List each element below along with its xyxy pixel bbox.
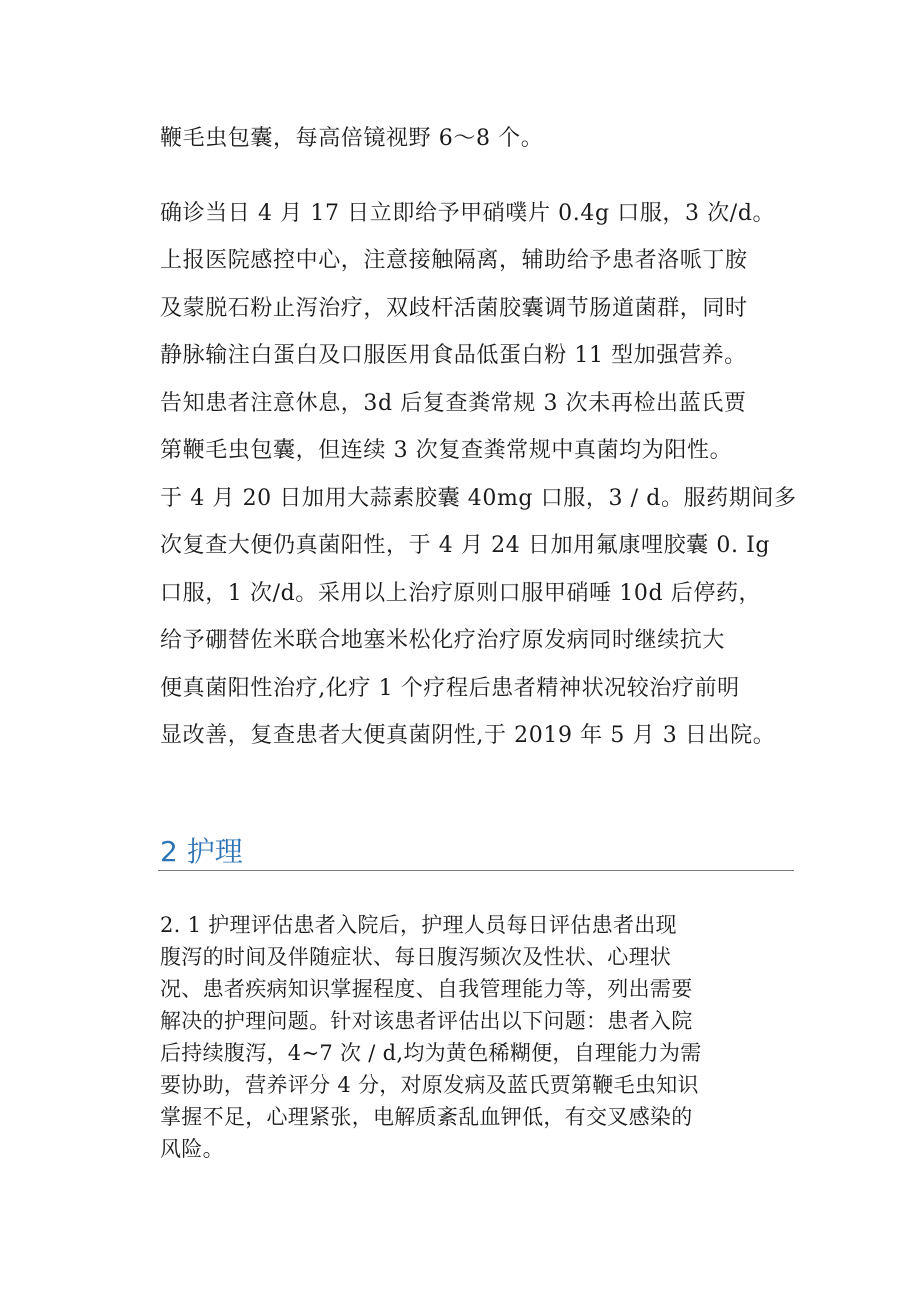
paragraph-2-line: 第鞭毛虫包囊，但连续 3 次复查粪常规中真菌均为阳性。 (160, 438, 733, 463)
paragraph-2-line: 上报医院感控中心，注意接触隔离，辅助给予患者洛哌丁胺 (160, 248, 748, 273)
paragraph-3-line: 要协助，营养评分 4 分，对原发病及蓝氏贾第鞭毛虫知识 (160, 1073, 699, 1097)
paragraph-2-line: 次复查大便仍真菌阳性，于 4 月 24 日加用氟康哩胶囊 0. Ig (160, 533, 771, 558)
paragraph-2-line: 给予硼替佐米联合地塞米松化疗治疗原发病同时继续抗大 (160, 628, 726, 653)
paragraph-2-line: 便真菌阳性治疗,化疗 1 个疗程后患者精神状况较治疗前明 (160, 676, 740, 701)
section-heading: 2 护理 (160, 835, 243, 868)
paragraph-1-line: 鞭毛虫包囊，每高倍镜视野 6～8 个。 (160, 126, 544, 151)
paragraph-3-line: 2. 1 护理评估患者入院后，护理人员每日评估患者出现 (160, 913, 677, 937)
paragraph-3-line: 腹泻的时间及伴随症状、每日腹泻频次及性状、心理状 (160, 945, 672, 969)
paragraph-2-line: 口服，1 次/d。采用以上治疗原则口服甲硝唾 10d 后停药， (160, 581, 762, 606)
paragraph-2-line: 静脉输注白蛋白及口服医用食品低蛋白粉 11 型加强营养。 (160, 343, 747, 368)
paragraph-2-line: 告知患者注意休息，3d 后复查粪常规 3 次未再检出蓝氏贾 (160, 391, 747, 416)
paragraph-2-line: 及蒙脱石粉止泻治疗，双歧杆活菌胶囊调节肠道菌群，同时 (160, 296, 748, 321)
paragraph-3-line: 况、患者疾病知识掌握程度、自我管理能力等，列出需要 (160, 977, 693, 1001)
paragraph-3-line: 解决的护理问题。针对该患者评估出以下问题：患者入院 (160, 1009, 693, 1033)
paragraph-3-line: 掌握不足，心理紧张，电解质紊乱血钾低，有交叉感染的 (160, 1105, 693, 1129)
paragraph-3-line: 后持续腹泻，4~7 次 / d,均为黄色稀糊便，自理能力为需 (160, 1041, 702, 1065)
paragraph-2-line: 于 4 月 20 日加用大蒜素胶囊 40mg 口服，3 / d。服药期间多 (160, 486, 797, 511)
paragraph-3-line: 风险。 (160, 1137, 224, 1161)
paragraph-2-line: 显改善，复查患者大便真菌阴性,于 2019 年 5 月 3 日出院。 (160, 723, 776, 748)
heading-divider (158, 870, 794, 871)
paragraph-2-line: 确诊当日 4 月 17 日立即给予甲硝噗片 0.4g 口服，3 次/d。 (160, 201, 776, 226)
